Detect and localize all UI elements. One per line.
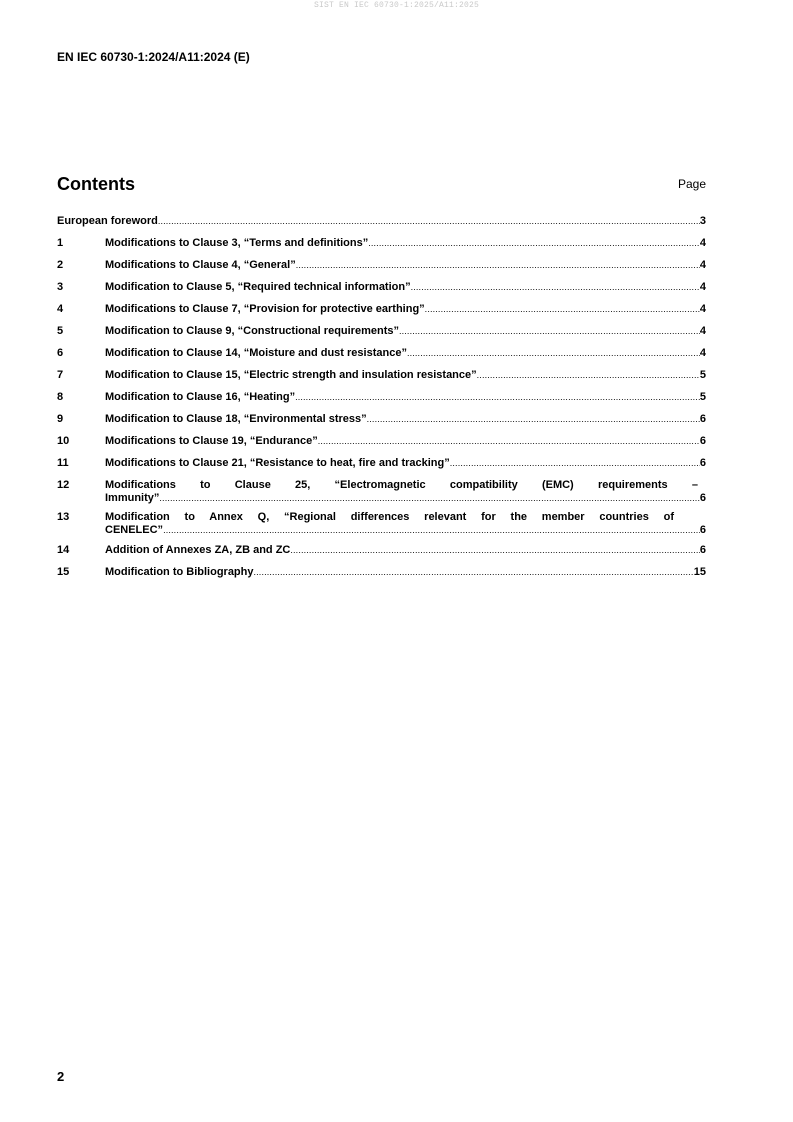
toc-entry[interactable]: [57, 479, 706, 511]
toc-entry-page: 4: [699, 303, 706, 315]
toc-entry-page: 4: [699, 325, 706, 337]
toc-entry-number: 1: [57, 237, 64, 249]
leader-dots: [296, 259, 700, 272]
leader-dots: [399, 325, 700, 338]
toc-entry-title: Modification to Bibliography: [105, 566, 254, 578]
toc-entry-page: 4: [699, 237, 706, 249]
toc-entry-number: 4: [57, 303, 64, 315]
toc-entry-page: 3: [699, 215, 706, 227]
watermark: SIST EN IEC 60730-1:2025/A11:2025: [313, 1, 480, 10]
toc-entry-title: European foreword: [57, 215, 158, 227]
toc-entry-title: Addition of Annexes ZA, ZB and ZC: [105, 544, 291, 556]
toc-entry[interactable]: [57, 281, 706, 303]
toc-entry-title: Modifications to Clause 3, “Terms and definitions”: [105, 237, 369, 249]
toc-entry-title: Modifications to Clause 19, “Endurance”: [105, 435, 318, 447]
toc-entry[interactable]: [57, 391, 706, 413]
toc-entry-title: Modification to Clause 14, “Moisture and dust resistance”: [105, 347, 407, 359]
toc-entry[interactable]: [57, 303, 706, 325]
table-of-contents: [57, 215, 706, 588]
toc-entry-number: 11: [57, 457, 69, 469]
toc-entry[interactable]: [57, 369, 706, 391]
leader-dots: [318, 435, 700, 448]
toc-entry[interactable]: [57, 544, 706, 566]
toc-entry-page: 6: [699, 457, 706, 469]
toc-entry-foreword[interactable]: [57, 215, 706, 237]
page-number: 2: [57, 1069, 65, 1084]
toc-entry-page: 6: [699, 435, 706, 447]
toc-entry-number: 13: [57, 511, 70, 523]
toc-entry-number: 6: [57, 347, 64, 359]
leader-dots: [368, 237, 700, 250]
contents-title: Contents: [57, 174, 135, 194]
toc-entry-title-cont: Immunity”: [105, 492, 160, 504]
toc-entry-page: 6: [699, 524, 706, 536]
toc-entry-number: 7: [57, 369, 64, 381]
leader-dots: [407, 347, 700, 360]
toc-entry-title: Modification to Clause 9, “Constructional requirements”: [105, 325, 399, 337]
toc-entry-number: 8: [57, 391, 64, 403]
toc-entry-page: 6: [699, 544, 706, 556]
leader-dots: [295, 391, 700, 404]
toc-entry-title: Modification to Clause 16, “Heating”: [105, 391, 296, 403]
toc-entry-number: 3: [57, 281, 64, 293]
toc-entry-page: 6: [699, 492, 706, 504]
leader-dots: [425, 303, 700, 316]
toc-entry-number: 12: [57, 479, 70, 491]
toc-entry-title-cont: CENELEC”: [105, 524, 164, 536]
toc-entry-page: 4: [699, 347, 706, 359]
toc-entry-title: Modifications to Clause 21, “Resistance to heat, fire and tracking”: [105, 457, 450, 469]
toc-entry[interactable]: [57, 237, 706, 259]
toc-entry[interactable]: [57, 566, 706, 588]
toc-entry[interactable]: [57, 413, 706, 435]
toc-entry-title: Modification to Clause 18, “Environmental stress”: [105, 413, 367, 425]
toc-entry-title: Modification to Clause 15, “Electric strength and insulation resistance”: [105, 369, 477, 381]
toc-entry[interactable]: [57, 511, 706, 544]
toc-entry[interactable]: [57, 457, 706, 479]
toc-entry[interactable]: [57, 325, 706, 347]
toc-entry-title: Modifications to Clause 25, “Electromagnetic compatibility (EMC) requirements –: [105, 479, 698, 491]
toc-entry-page: 5: [699, 369, 706, 381]
toc-entry-page: 6: [699, 413, 706, 425]
toc-entry-number: 14: [57, 544, 70, 556]
toc-entry-page: 4: [699, 259, 706, 271]
toc-entry-number: 10: [57, 435, 70, 447]
toc-entry[interactable]: [57, 259, 706, 281]
leader-dots: [159, 492, 699, 505]
toc-entry[interactable]: [57, 347, 706, 369]
toc-entry-page: 15: [693, 566, 706, 578]
leader-dots: [254, 566, 694, 579]
toc-entry-title: Modification to Annex Q, “Regional differences relevant for the member countries of: [105, 511, 674, 523]
page-column-label: Page: [677, 177, 706, 191]
document-id: EN IEC 60730-1:2024/A11:2024 (E): [57, 50, 250, 64]
leader-dots: [290, 544, 700, 557]
leader-dots: [163, 524, 700, 537]
toc-entry-page: 4: [699, 281, 706, 293]
toc-entry-number: 5: [57, 325, 64, 337]
toc-entry-number: 15: [57, 566, 70, 578]
toc-entry-title: Modifications to Clause 4, “General”: [105, 259, 296, 271]
toc-entry-number: 2: [57, 259, 64, 271]
toc-entry-title: Modifications to Clause 7, “Provision for protective earthing”: [105, 303, 425, 315]
leader-dots: [158, 215, 700, 228]
leader-dots: [367, 413, 700, 426]
leader-dots: [450, 457, 700, 470]
leader-dots: [411, 281, 700, 294]
contents-header: [57, 172, 706, 196]
toc-entry-title: Modification to Clause 5, “Required technical information”: [105, 281, 411, 293]
leader-dots: [477, 369, 700, 382]
toc-entry-number: 9: [57, 413, 64, 425]
toc-entry[interactable]: [57, 435, 706, 457]
toc-entry-page: 5: [699, 391, 706, 403]
